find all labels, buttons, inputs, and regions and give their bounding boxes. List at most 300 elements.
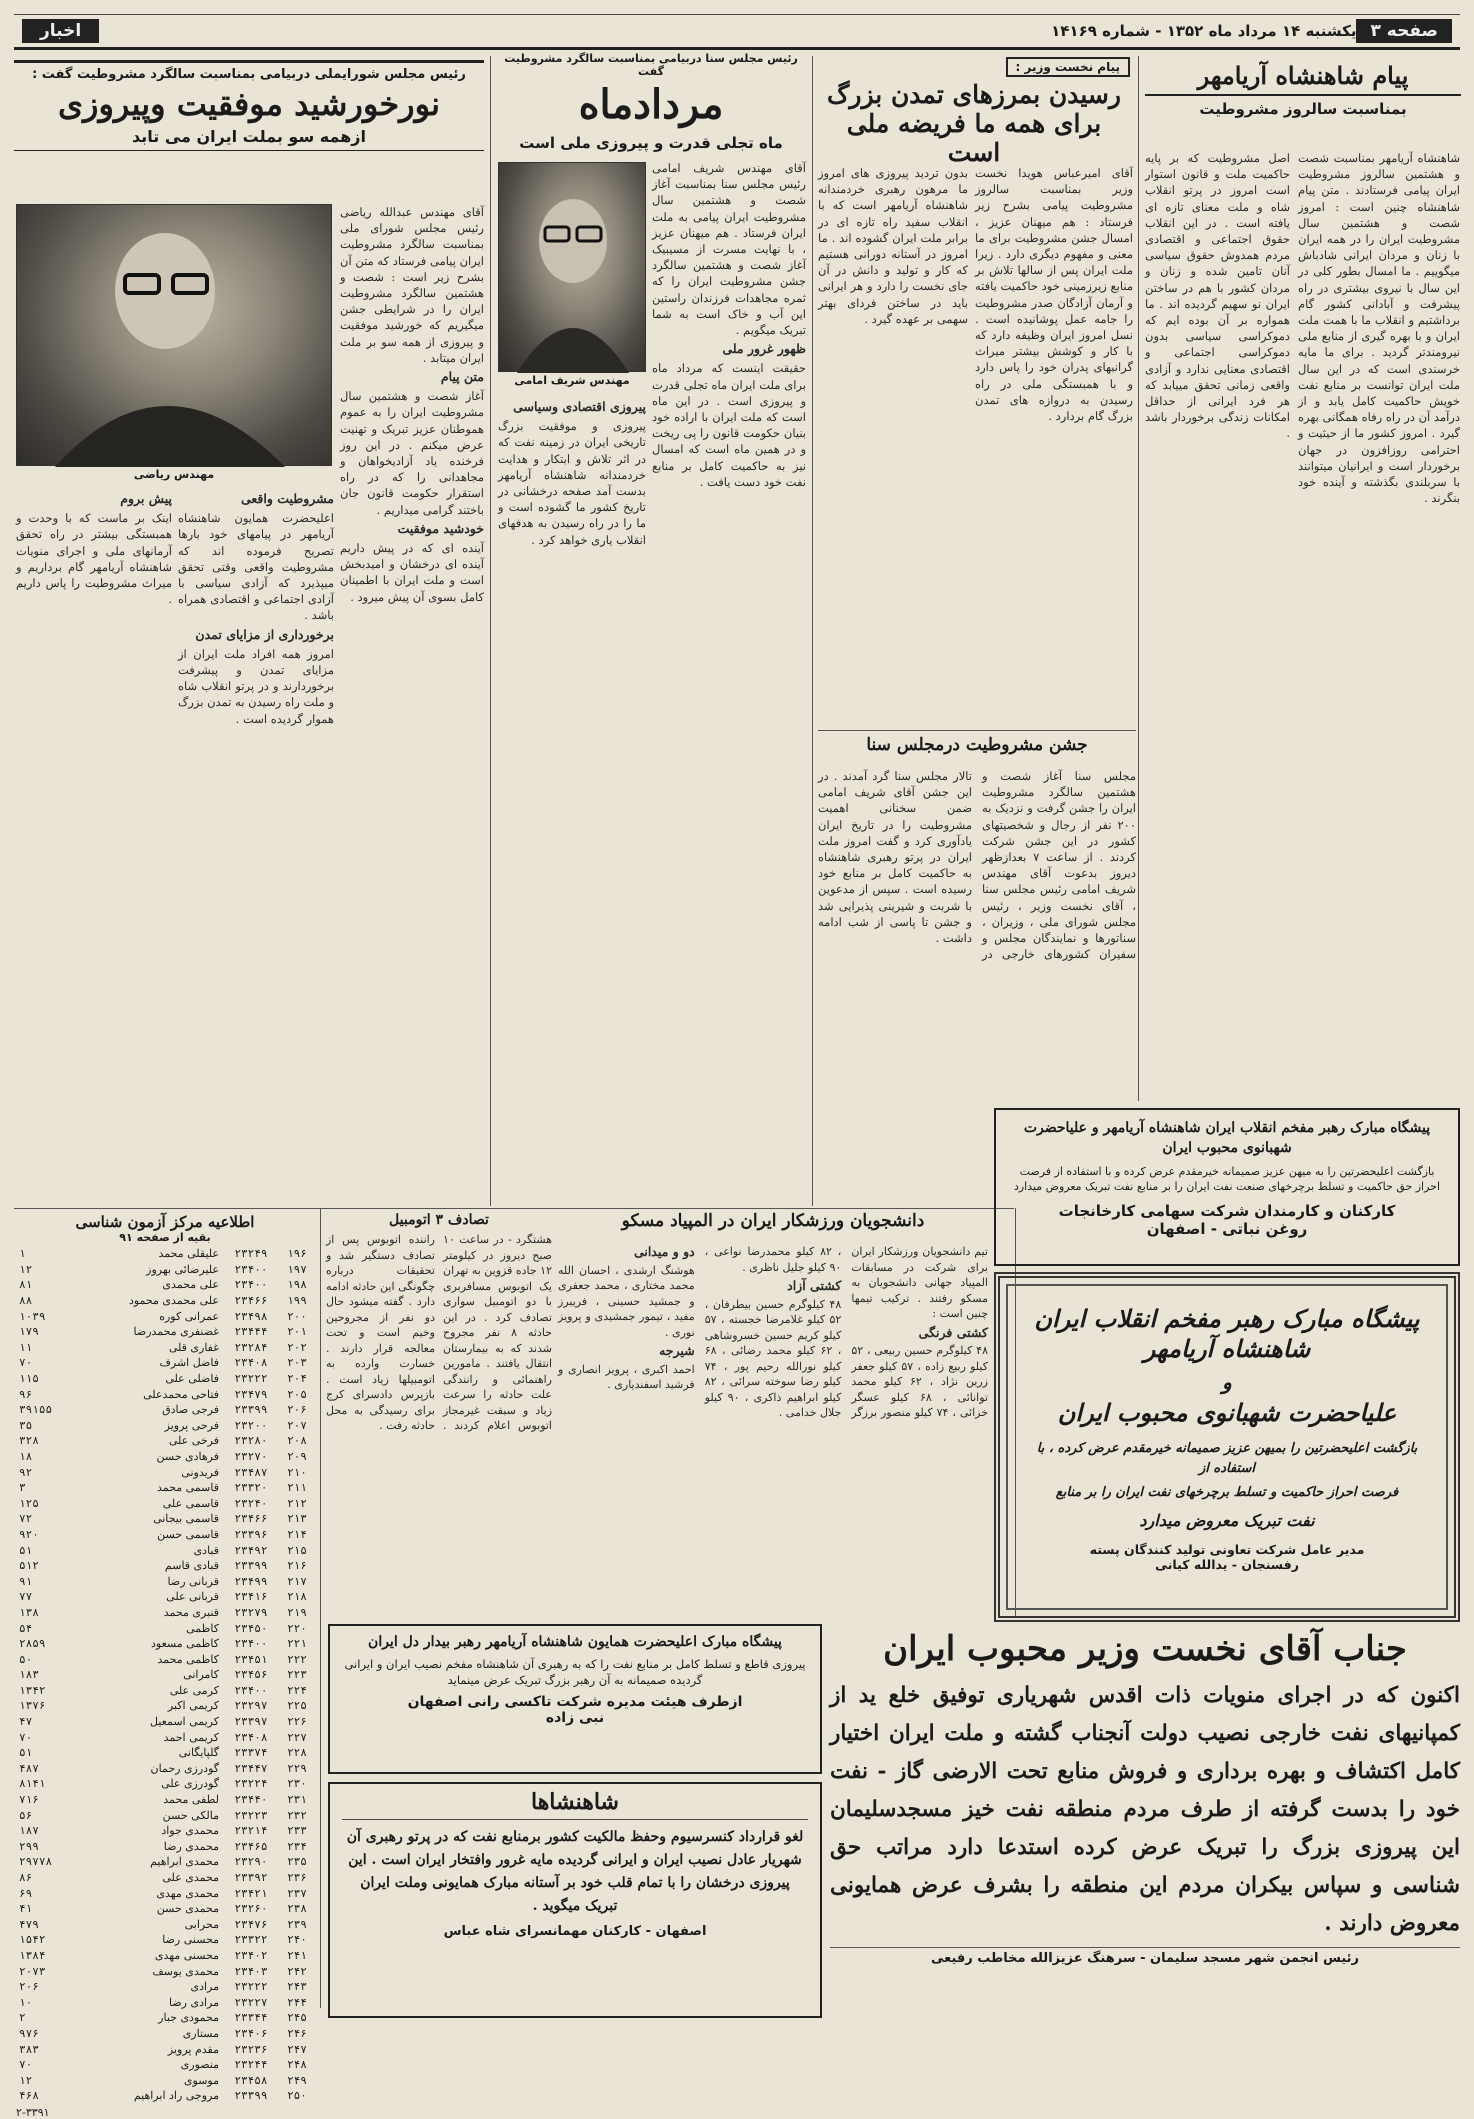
result-rank: ۲۰۲: [287, 1340, 307, 1354]
table-row: [16, 1901, 314, 1917]
result-rank: ۲۲۰: [287, 1621, 307, 1635]
result-score: ۷۲: [19, 1512, 33, 1526]
result-score: ۱۳۸: [19, 1605, 39, 1619]
table-row: [16, 1667, 314, 1683]
result-name: علی محمدی محمود: [128, 1294, 219, 1308]
result-name: قاسمی علی: [162, 1496, 219, 1510]
accident-body: [326, 1232, 552, 1612]
pm-message-body: آقای امیرعباس هویدا نخست وزیر بمناسبت سالروز مشروطیت پیامی بشرح زیر فرستاد : هم میهنان عزیز ، امسال جشن مشروطیت برای ما معنی و مفهوم دیگری دارد . زیرا ملت ایران پس از سالها تلاش بر منابع زیرزمینی خود حاکمیت یافته و آرمان آزادگان صدر مشروطیت را جامه عمل پوشانیده است . نسل امروز ایران وظیفه دارد که با کار و کوشش بیشتر میراث گرانبهای پدران خود را پاس دارد و با همبستگی ملی در راه رسیدن به دروازه های تمدن بزرگ گام بردارد .: [975, 166, 1133, 424]
result-rank: ۲۲۶: [287, 1715, 307, 1729]
result-name: محمدی ابراهیم: [150, 1855, 219, 1869]
result-name: لطفی محمد: [163, 1793, 219, 1807]
result-score: ۷۰: [19, 1356, 33, 1370]
portrait-illustration: [15, 205, 331, 467]
column-rule: [812, 56, 813, 1206]
riazi-caption: مهندس ریاضی: [133, 468, 215, 481]
result-rank: ۲۰۰: [287, 1309, 307, 1323]
table-row: [16, 1262, 314, 1278]
result-rank: ۲۴۳: [287, 1980, 307, 1994]
result-name: علیرضائی بهروز: [146, 1262, 219, 1276]
majlis-article-body: آقای مهندس عبدالله ریاضی رئیس مجلس شورای ملی بمناسبت سالگرد مشروطیت ایران پیامی فرستاد که متن آن بشرح زیر است : شصت و هشتمین سالگرد مشروطیت ایران را در شرایطی جشن میگیریم که خورشید موفقیت و پیروزی از همه سو بر ملت ایران میتابد .: [340, 205, 484, 365]
result-rank: ۲۴۸: [287, 2058, 307, 2072]
table-row: [16, 1324, 314, 1340]
result-id: ۲۳۴۴۷: [234, 1761, 268, 1775]
table-row: [16, 1948, 314, 1964]
result-rank: ۲۴۶: [287, 2026, 307, 2040]
result-name: عمرانی کوره: [159, 1309, 219, 1323]
result-score: ۳۹۱۵۵: [19, 1403, 53, 1417]
ad-rafsanjan-line-2: و: [1222, 1370, 1232, 1394]
result-rank: ۲۳۵: [287, 1855, 307, 1869]
table-row: [16, 1496, 314, 1512]
result-id: ۲۳۴۵۶: [234, 1668, 268, 1682]
result-rank: ۲۵۰: [287, 2089, 307, 2103]
ad-rafsanjan-signature-1: مدیر عامل شرکت تعاونی تولید کنندگان پسته: [1089, 1542, 1365, 1557]
ad-rafsanjan-pistachio: [994, 1272, 1460, 1622]
result-name: گودرزی علی: [161, 1777, 219, 1791]
pm-message-title: رسیدن بمرزهای تمدن بزرگ برای همه ما فریضه ملی است: [827, 80, 1121, 167]
result-name: محمدی حسن: [156, 1902, 219, 1916]
dateline: یکشنبه ۱۴ مرداد ماه ۱۳۵۲ - شماره ۱۴۱۶۹: [1051, 22, 1357, 40]
ad-pm-oil: [830, 1630, 1460, 2032]
table-row: [16, 1387, 314, 1403]
result-score: ۲۹۷۷۸: [19, 1855, 53, 1869]
table-row: [16, 1995, 314, 2011]
result-name: محمودی جبار: [158, 2011, 219, 2025]
result-score: ۱۲: [19, 1262, 33, 1276]
result-rank: ۲۳۶: [287, 1871, 307, 1884]
result-name: موسوی: [183, 2073, 219, 2087]
table-row: [16, 1480, 314, 1496]
shah-message-body: شاهنشاه آریامهر بمناسبت شصت و هشتمین سالروز مشروطیت ایران پیامی فرستادند . متن پیام شاهنشاه چنین است : امروز شصت و هشتمین سال مشروطیت ایران را در همه ایران با زنان و مردان ایرانی شادباش میگوییم . ما امسال بطور کلی در این سال با نیروی بیشتری در راه پیشرفت و آبادانی کشور گام برداشتیم و انقلاب ما با همت ملت ایران و با بهره گیری از منابع ملی نیرومندتر گردید . برای ما مایه خرسندی است که در این سال ملت ایران توانست بر منابع نفت خویش حاکمیت کامل یابد و از درآمد آن در راه رفاه همگانی بهره گیرد . امروز کشور ما از حیثیت و احترامی روزافزون در جهان برخوردار است و ایرانیان میتوانند با سربلندی بگذشته و آینده خود بنگرند .: [1298, 151, 1460, 506]
result-name: فرحی پرویز: [164, 1418, 219, 1432]
result-score: ۵۰: [19, 1652, 33, 1666]
result-id: ۲۳۲۷۰: [234, 1449, 268, 1463]
ad-shahanshaha-signature: اصفهان - کارکنان مهمانسرای شاه عباس: [443, 1924, 707, 1940]
result-id: ۲۳۴۰۰: [234, 1637, 268, 1651]
result-score: ۵۱۲: [19, 1559, 39, 1573]
result-name: کریمی احمد: [163, 1730, 219, 1744]
result-rank: ۲۲۲: [287, 1652, 307, 1666]
result-rank: ۲۲۷: [287, 1730, 307, 1744]
result-id: ۲۳۲۴۰: [234, 1496, 268, 1510]
result-id: ۲۳۴۰۳: [234, 1964, 268, 1978]
result-name: فاضلی علی: [165, 1372, 219, 1385]
result-score: ۳۲۸: [19, 1434, 39, 1448]
result-id: ۲۳۲۲۳: [234, 1808, 268, 1822]
table-row: [16, 1340, 314, 1356]
result-id: ۲۳۳۹۹: [234, 1559, 268, 1573]
result-rank: ۲۰۵: [287, 1387, 307, 1401]
result-id: ۲۳۴۱۶: [234, 1590, 268, 1604]
result-id: ۲۳۲۷۹: [234, 1605, 268, 1619]
result-id: ۲۳۴۸۷: [234, 1465, 268, 1479]
majlis-article: [14, 60, 484, 151]
students-greco-body: ۴۸ کیلوگرم حسین ربیعی ، ۵۲ کیلو ربیع زاده ، ۵۷ کیلو جعفر زرین نژاد ، ۶۲ کیلو محمد توانائی ، ۶۸ کیلو عسگر خزائی ، ۷۴ کیلو منصور برزگر ، ۸۲ کیلو محمدرضا نواعی ، ۹۰ کیلو جلیل ناظری .: [704, 1245, 988, 1419]
result-rank: ۲۰۷: [287, 1418, 307, 1432]
table-row: [16, 1418, 314, 1434]
result-name: علیقلی محمد: [158, 1247, 219, 1261]
result-name: قربانی علی: [166, 1590, 219, 1604]
ad-taxi-body: پیروزی قاطع و تسلط کامل بر منابع نفت را که به رهبری آن شاهنشاه مفخم نصیب ایران و ایرانی گردیده صمیمانه به آن رهبر بزرگ تبریک عرض مینماید: [344, 1657, 806, 1687]
result-score: ۸۱۴۱: [19, 1777, 46, 1791]
result-rank: ۲۰۶: [287, 1403, 307, 1417]
senate-article: [496, 52, 806, 152]
result-score: ۱۲۵: [19, 1496, 39, 1510]
result-name: مستاری: [182, 2026, 219, 2040]
ad-isfahan-vegetable-oil: [994, 1108, 1460, 1266]
majlis-article-subtitle: ازهمه سو بملت ایران می تابد: [132, 126, 366, 146]
senate-celebration-text: مجلس سنا آغاز شصت و هشتمین سالگرد مشروطیت ایران را جشن گرفت و نزدیک به ۲۰۰ نفر از رجال و شخصیتهای کشور در این جشن شرکت کردند . از ساعت ۷ بعدازظهر دیروز بدعوت آقای مهندس شریف امامی رئیس مجلس سنا ، آقای نخست وزیر ، رئیس مجلس شورای ملی ، وزیران ، سناتورها و نمایندگان مجلس و سفیران کشورهای خارجی در تالار مجلس سنا گرد آمدند . در این جشن آقای شریف امامی ضمن سخنانی اهمیت مشروطیت را در تاریخ ایران یادآوری کرد و گفت امروز ملت ایران در پرتو رهبری شاهنشاه به حاکمیت کامل بر منابع خود رسیده است . سپس از مدعوین با شربت و شیرینی پذیرایی شد و جشن تا پاسی از شب ادامه داشت .: [818, 769, 1136, 962]
pm-message-kicker: پیام نخست وزیر :: [1006, 57, 1130, 77]
result-name: محمدی جواد: [161, 1824, 219, 1838]
result-rank: ۲۱۴: [287, 1527, 307, 1541]
majlis-article-subhead-3: برخورداری از مزایای تمدن: [195, 626, 334, 642]
result-score: ۱۱۵: [19, 1372, 39, 1385]
majlis-article-body-4: امروز همه افراد ملت ایران از مزایای تمدن و پیشرفت برخوردارند و در پرتو انقلاب شاه و ملت راه رسیدن به تمدن بزرگ هموار گردیده است .: [178, 646, 334, 726]
result-name: مالکی حسن: [162, 1808, 219, 1822]
result-score: ۱۳۷۶: [19, 1699, 46, 1713]
section-label: اخبار: [22, 19, 99, 43]
result-rank: ۱۹۹: [287, 1294, 307, 1308]
result-id: ۲۳۴۵۱: [234, 1652, 268, 1666]
ad-taxi-signature-1: ازطرف هیئت مدیره شرکت تاکسی رانی اصفهان: [407, 1694, 743, 1710]
result-score: ۱۸: [19, 1449, 33, 1463]
result-rank: ۱۹۸: [287, 1278, 307, 1292]
result-id: ۲۳۲۹۷: [234, 1699, 268, 1713]
students-subhead-greco: کشتی فرنگی: [918, 1324, 988, 1340]
result-score: ۹۱: [19, 1574, 33, 1588]
result-score: ۷۷: [19, 1590, 33, 1604]
result-rank: ۲۳۱: [287, 1793, 307, 1807]
result-name: مروجی راد ابراهیم: [133, 2089, 219, 2103]
result-rank: ۲۰۴: [287, 1372, 307, 1385]
result-name: فرخی علی: [168, 1434, 219, 1448]
result-rank: ۲۲۵: [287, 1699, 307, 1713]
students-subhead-freestyle: کشتی آزاد: [787, 1278, 842, 1293]
students-subhead-diving: شیرجه: [659, 1343, 695, 1358]
table-row: [16, 2073, 314, 2089]
result-score: ۳۵: [19, 1418, 33, 1432]
result-score: ۷۱۶: [19, 1793, 39, 1807]
table-row: [16, 1355, 314, 1371]
result-score: ۴۷: [19, 1715, 33, 1729]
pm-message-body-col1: [975, 165, 1133, 725]
table-row: [16, 1745, 314, 1761]
table-row: [16, 2088, 314, 2104]
ad-pm-oil-title: جناب آقای نخست وزیر محبوب ایران: [883, 1629, 1407, 1669]
table-row: [16, 1730, 314, 1746]
result-name: منصوری: [180, 2058, 219, 2072]
shah-message-body-col2: [1145, 150, 1290, 1070]
table-row: [16, 1776, 314, 1792]
result-id: ۲۳۴۶۶: [234, 1294, 268, 1308]
senate-celebration-title: جشن مشروطیت درمجلس سنا: [866, 735, 1088, 755]
table-row: [16, 1823, 314, 1839]
result-score: ۲: [19, 2011, 26, 2025]
section-rule: [14, 1208, 1014, 1209]
table-row: [16, 1605, 314, 1621]
result-score: ۴۱: [19, 1902, 33, 1916]
result-name: علی محمدی: [162, 1278, 219, 1292]
table-row: [16, 1652, 314, 1668]
table-row: [16, 1465, 314, 1481]
exam-results: [16, 1214, 314, 2119]
result-id: ۲۳۴۹۹: [234, 1574, 268, 1588]
table-row: [16, 1714, 314, 1730]
result-name: فتاحی محمدعلی: [143, 1387, 219, 1401]
page-number-label: صفحه ۳: [1356, 19, 1452, 43]
table-row: [16, 1371, 314, 1387]
result-rank: ۲۴۷: [287, 2042, 307, 2056]
result-rank: ۲۲۱: [287, 1637, 307, 1651]
ad-isfahan-signature-2: روغن نباتی - اصفهان: [1146, 1220, 1308, 1238]
result-rank: ۲۴۰: [287, 1933, 307, 1947]
result-score: ۱۸۳: [19, 1668, 39, 1682]
table-row: [16, 1621, 314, 1637]
senate-article-body: آقای مهندس شریف امامی رئیس مجلس سنا بمناسبت آغاز شصت و هشتمین سال مشروطیت ایران پیامی به ملت ایران فرستاد . هم میهنان عزیز ، با نهایت مسرت از مسیبیک آغاز شصت و هشتمین سالگرد جشن مشروطیت ایران را که ثمره مجاهدات فرزندان راستین این آب و خاک است به شما تبریک میگویم .: [652, 161, 806, 338]
result-name: گلپایگانی: [178, 1746, 219, 1760]
table-row: [16, 1698, 314, 1714]
result-score: ۱۷۹: [19, 1325, 39, 1339]
table-row: [16, 1293, 314, 1309]
result-rank: ۲۱۸: [287, 1590, 307, 1604]
majlis-article-subhead-4: پیش بروم: [120, 491, 172, 506]
students-diving-body: احمد اکبری ، پرویز انصاری و فرشید اسفندیاری .: [558, 1362, 695, 1391]
senate-article-body-2: حقیقت اینست که مرداد ماه برای ملت ایران ماه تجلی قدرت و پیروزی است . در این ماه است که ملت ایران با اراده خود بنیان حکومت قانون را پی ریخت و در همین ماه است که امسال نیز به حاکمیت کامل بر منابع نفت خود دست یافت .: [652, 361, 806, 489]
result-score: ۵۱: [19, 1746, 33, 1760]
result-name: فرجی صادق: [162, 1403, 219, 1417]
ad-rafsanjan-signature-2: رفسنجان - یدالله کیانی: [1155, 1557, 1299, 1572]
result-id: ۲۳۴۰۸: [234, 1730, 268, 1744]
portrait-illustration: [497, 163, 645, 373]
shah-message-body-continued: اصل مشروطیت که بر پایه حاکمیت ملت و قانون استوار است امروز در پرتو انقلاب شاه و ملت معنای تازه ای یافته است . در این انقلاب حقوق اجتماعی و اقتصادی مردم همدوش حقوق سیاسی آنان تامین شده و زنان و مردان کشور با هم در ساختن ایران نو سهیم گردیده اند . ما همواره بر آن بوده ایم که دموکراسی سیاسی بدون دموکراسی اجتماعی و اقتصادی معنایی ندارد و آزادی واقعی زمانی تحقق مییابد که هر فرد ایرانی از حداقل امکانات زندگی برخوردار باشد .: [1145, 151, 1290, 441]
result-score: ۸۱: [19, 1278, 33, 1292]
result-id: ۲۳۳۴۴: [234, 2011, 268, 2025]
result-name: کریمی اسمعیل: [150, 1715, 219, 1729]
result-id: ۲۳۴۰۸: [234, 1356, 268, 1370]
result-score: ۴۶۸: [19, 2089, 39, 2103]
senate-article-body-3: پیروزی و موفقیت بزرگ تاریخی ایران در زمینه نفت که در اثر تلاش و ابتکار و هدایت خردمندانه شاهنشاه آریامهر بدست آمد صفحه درخشانی در تاریخ کشور ما گشوده است و ما را در راه رسیدن به هدفهای انقلاب یاری خواهد کرد .: [498, 419, 646, 547]
table-row: [16, 1589, 314, 1605]
table-row: [16, 1683, 314, 1699]
result-rank: ۲۳۳: [287, 1824, 307, 1838]
shah-message-subtitle: بمناسبت سالروز مشروطیت: [1199, 99, 1407, 118]
result-id: ۲۳۲۶۰: [234, 1902, 268, 1916]
result-rank: ۲۲۹: [287, 1761, 307, 1775]
result-rank: ۲۰۱: [287, 1325, 307, 1339]
result-score: ۵۴: [19, 1621, 33, 1635]
table-row: [16, 1511, 314, 1527]
senate-article-body-col1: [652, 160, 806, 1202]
result-name: قبادی قاسم: [164, 1559, 219, 1573]
result-score: ۹۶: [19, 1387, 33, 1401]
result-name: فرهادی حسن: [156, 1449, 219, 1463]
pm-message-body-col2: [818, 165, 968, 725]
table-row: [16, 1558, 314, 1574]
ad-shahanshaha-body: لغو قرارداد کنسرسیوم وحفظ مالکیت کشور برمنابع نفت که در پرتو رهبری آن شهریار عادل نصیب ایران و ایرانی گردیده مایه غرور وافتخار ایران است . این پیروزی درخشان را با تمام قلب خود بر آستانه مبارک همایونی وملت ایران تبریک میگوید .: [346, 1829, 804, 1915]
result-name: گودرزی رحمان: [150, 1761, 219, 1775]
result-id: ۲۳۲۲۲: [234, 1372, 268, 1385]
result-score: ۹۷۶: [19, 2026, 39, 2040]
result-score: ۹۲: [19, 1465, 33, 1479]
result-id: ۲۳۲۱۴: [234, 1824, 268, 1838]
result-id: ۲۳۲۴۹: [234, 1247, 268, 1261]
accident-text: هشتگرد - در ساعت ۱۰ صبح دیروز در کیلومتر ۱۲ جاده قزوین به تهران یک اتوبوس مسافربری با دو اتومبیل سواری تصادف کرد . در این حادثه ۸ نفر مجروح شدند که به بیمارستان انتقال یافتند . مامورین راهنمائی و رانندگی علت حادثه را سرعت زیاد و سبقت غیرمجاز اتوبوس اعلام کردند . راننده اتوبوس پس از تصادف دستگیر شد و تحقیقات درباره چگونگی این حادثه ادامه دارد . گفته میشود حال دو نفر از مجروحین وخیم است و تحت معالجه قرار دارند . خسارت وارده به اتومبیلها زیاد است . بازپرس دادسرای کرج برای رسیدگی به محل حادثه رفت .: [326, 1233, 552, 1432]
result-rank: ۲۱۷: [287, 1574, 307, 1588]
result-rank: ۱۹۶: [287, 1247, 307, 1261]
result-score: ۳۸۳: [19, 2042, 39, 2056]
result-rank: ۲۱۹: [287, 1605, 307, 1619]
table-row: [16, 1808, 314, 1824]
result-name: محمدی علی: [162, 1871, 219, 1884]
result-id: ۲۳۳۹۶: [234, 1527, 268, 1541]
result-id: ۲۳۴۴۴: [234, 1325, 268, 1339]
result-id: ۲۳۴۵۰: [234, 1621, 268, 1635]
table-row: [16, 1964, 314, 1980]
result-name: قاسمی حسن: [157, 1527, 219, 1541]
table-row: [16, 1543, 314, 1559]
ad-rafsanjan-line-6: نفت تبریک معروض میدارد: [1139, 1511, 1315, 1530]
majlis-article-kicker: رئیس مجلس شورایملی دربیامی بمناسبت سالگرد مشروطیت گفت :: [32, 67, 466, 82]
result-name: قبادی: [193, 1543, 219, 1557]
result-name: محسنی مهدی: [154, 1948, 219, 1962]
senate-article-kicker: رئیس مجلس سنا دربیامی بمناسبت سالگرد مشروطیت گفت: [504, 52, 798, 78]
table-row: [16, 2026, 314, 2042]
result-id: ۲۳۳۷۴: [234, 1746, 268, 1760]
majlis-article-body-2: آغاز شصت و هشتمین سال مشروطیت ایران را به عموم هموطنان عزیز تبریک و تهنیت عرض میکنم . در این روز فرخنده یاد آزادیخواهان و مجاهدانی را که در راه استقرار حکومت قانون جان باختند گرامی میداریم .: [340, 389, 484, 517]
result-id: ۲۳۳۹۹: [234, 2089, 268, 2103]
result-rank: ۲۱۶: [287, 1559, 307, 1573]
table-row: [16, 1979, 314, 1995]
pm-message-body-continued: بدون تردید پیروزی های امروز ما مرهون رهبری خردمندانه شاهنشاه آریامهر است که با انقلاب سفید راه تازه ای در برابر ملت ایران گشوده اند . ما امروز در آستانه دورانی هستیم که کار و تولید و دانش در آن جای نخست را دارد و هر ایرانی باید در ساختن فردای بهتر سهمی بر عهده گیرد .: [818, 166, 968, 326]
result-id: ۲۳۴۰۲: [234, 1948, 268, 1962]
majlis-article-title: نورخورشید موفقیت وپیروزی: [57, 85, 441, 123]
result-name: کریمی اکبر: [167, 1699, 219, 1713]
result-rank: ۲۴۵: [287, 2011, 307, 2025]
result-id: ۲۳۴۰۶: [234, 2026, 268, 2040]
ad-isfahan-signature-1: کارکنان و کارمندان شرکت سهامی کارخانجات: [1058, 1202, 1396, 1220]
students-athletics-body: هوشنگ ارشدی ، احسان الله محمد مختاری ، محمد جعفری و جمشید حسینی ، فریبرز مفید ، تیمور جمشیدی و پرویز نوری .: [558, 1263, 695, 1339]
section-rule: [818, 730, 1136, 731]
table-row: [16, 1246, 314, 1262]
result-id: ۲۳۲۲۴: [234, 1777, 268, 1791]
table-row: [16, 1886, 314, 1902]
result-rank: ۱۹۷: [287, 1262, 307, 1276]
result-score: ۲۰۷۳: [19, 1964, 46, 1978]
result-id: ۲۳۴۴۰: [234, 1793, 268, 1807]
result-name: کاظمی: [186, 1621, 219, 1635]
table-row: [16, 1636, 314, 1652]
page-header: [14, 14, 1460, 50]
students-article-title: دانشجویان ورزشکار ایران در المپیاد مسکو: [621, 1211, 925, 1231]
result-name: کرمی علی: [169, 1683, 219, 1697]
result-score: ۱۸۷: [19, 1824, 39, 1838]
result-id: ۲۳۴۹۸: [234, 1309, 268, 1323]
shah-message-title: پیام شاهنشاه آریامهر: [1145, 62, 1461, 96]
majlis-article-body-col2: [178, 488, 334, 1204]
senate-celebration-body: [818, 768, 1136, 1088]
shah-message-body-col1: [1298, 150, 1460, 1070]
result-id: ۲۳۲۴۴: [234, 2058, 268, 2072]
table-row: [16, 2010, 314, 2026]
result-name: فریدونی: [181, 1465, 219, 1479]
result-rank: ۲۳۷: [287, 1886, 307, 1900]
result-name: فاضل اشرف: [159, 1356, 219, 1370]
table-row: [16, 1761, 314, 1777]
result-id: ۲۳۴۰۰: [234, 1262, 268, 1276]
majlis-article-body-6: آینده ای که در پیش داریم آینده ای درخشان و امیدبخش است و ملت ایران با اطمینان کامل بسوی آن پیش میرود .: [340, 541, 484, 604]
sharif-emami-caption: مهندس شریف امامی: [514, 374, 630, 387]
result-score: ۱۰: [19, 1995, 33, 2009]
majlis-article-body-col3: [16, 488, 172, 1204]
result-rank: ۲۲۸: [287, 1746, 307, 1760]
result-score: ۳: [19, 1481, 26, 1495]
ad-rafsanjan-line-1: پیشگاه مبارک رهبر مفخم انقلاب ایران شاهنشاه آریامهر: [1034, 1304, 1420, 1363]
result-name: قاسمی محمد: [157, 1481, 219, 1495]
result-id: ۲۳۲۳۶: [234, 2042, 268, 2056]
exam-results-subtitle: بقیه از صفحه ۹۱: [119, 1231, 211, 1245]
result-score: ۹۲۰: [19, 1527, 39, 1541]
result-name: کاظمی مسعود: [151, 1637, 219, 1651]
majlis-article-body-3: اعلیحضرت همایون شاهنشاه آریامهر در پیامهای خود بارها تصریح فرموده اند که مشروطیت واقعی وقتی تحقق میپذیرد که آزادی سیاسی با آزادی اجتماعی و اقتصادی همراه باشد .: [178, 511, 334, 623]
majlis-article-subhead-5: خودشید موفقیت: [397, 520, 484, 536]
result-id: ۲۳۳۹۷: [234, 1715, 268, 1729]
senate-article-body-col2: [498, 396, 646, 1202]
result-id: ۲۳۴۷۶: [234, 1917, 268, 1931]
senate-article-title: مردادماه: [578, 81, 724, 128]
students-subhead-athletics: دو و میدانی: [633, 1244, 695, 1259]
result-name: محسنی رضا: [162, 1933, 219, 1947]
result-id: ۲۳۳۹۹: [234, 1403, 268, 1417]
ad-taxi-title: پیشگاه مبارک اعلیحضرت همایون شاهنشاه آریامهر رهبر بیدار دل ایران: [368, 1634, 782, 1650]
result-name: مرادی: [190, 1980, 219, 1994]
result-score: ۸۸: [19, 1294, 33, 1308]
result-id: ۲۳۲۲۲: [234, 1980, 268, 1994]
result-score: ۱: [19, 1247, 26, 1261]
result-score: ۷۰: [19, 2058, 33, 2072]
result-rank: ۲۱۲: [287, 1496, 307, 1510]
result-rank: ۲۳۴: [287, 1839, 307, 1853]
table-row: [16, 1932, 314, 1948]
senate-article-subhead-1: ظهور غرور ملی: [722, 341, 806, 357]
ad-shah-abbas-hotel: [328, 1782, 822, 2018]
result-name: کامرانی: [183, 1668, 219, 1682]
table-row: [16, 1309, 314, 1325]
result-score: ۲۰۶: [19, 1980, 39, 1994]
exam-results-footer: ۲-۳۳۹۱: [16, 2105, 50, 2119]
result-score: ۱۱: [19, 1340, 33, 1354]
senate-article-subtitle: ماه تجلی قدرت و پیروزی ملی است: [519, 134, 783, 152]
pm-message-article: [818, 56, 1130, 167]
result-id: ۲۳۲۸۴: [234, 1340, 268, 1354]
table-row: [16, 1574, 314, 1590]
result-id: ۲۳۳۹۲: [234, 1871, 268, 1884]
exam-results-table: [16, 1246, 314, 2104]
result-rank: ۲۱۳: [287, 1512, 307, 1526]
exam-results-title: اطلاعیه مرکز آزمون شناسی: [75, 1213, 255, 1231]
result-score: ۱۰۳۹: [19, 1309, 46, 1323]
result-rank: ۲۰۹: [287, 1449, 307, 1463]
table-row: [16, 1839, 314, 1855]
result-id: ۲۳۳۲۲: [234, 1933, 268, 1947]
majlis-article-subhead-1: متن پیام: [440, 369, 484, 385]
result-score: ۶۹: [19, 1886, 33, 1900]
majlis-article-body-col1: [340, 204, 484, 1204]
result-score: ۷۰: [19, 1730, 33, 1744]
ad-pm-oil-signature: رئیس انجمن شهر مسجد سلیمان - سرهنگ عزیزالله مخاطب رفیعی: [830, 1947, 1460, 1966]
ad-isfahan-body: بازگشت اعلیحضرتین را به میهن عزیز صمیمانه خیرمقدم عرض کرده و با استفاده از فرصت احراز حق حاکمیت و تسلط برچرخهای صنعت نفت ایران را بر منابع نفت تبریک معروض میدارد: [1013, 1165, 1441, 1193]
